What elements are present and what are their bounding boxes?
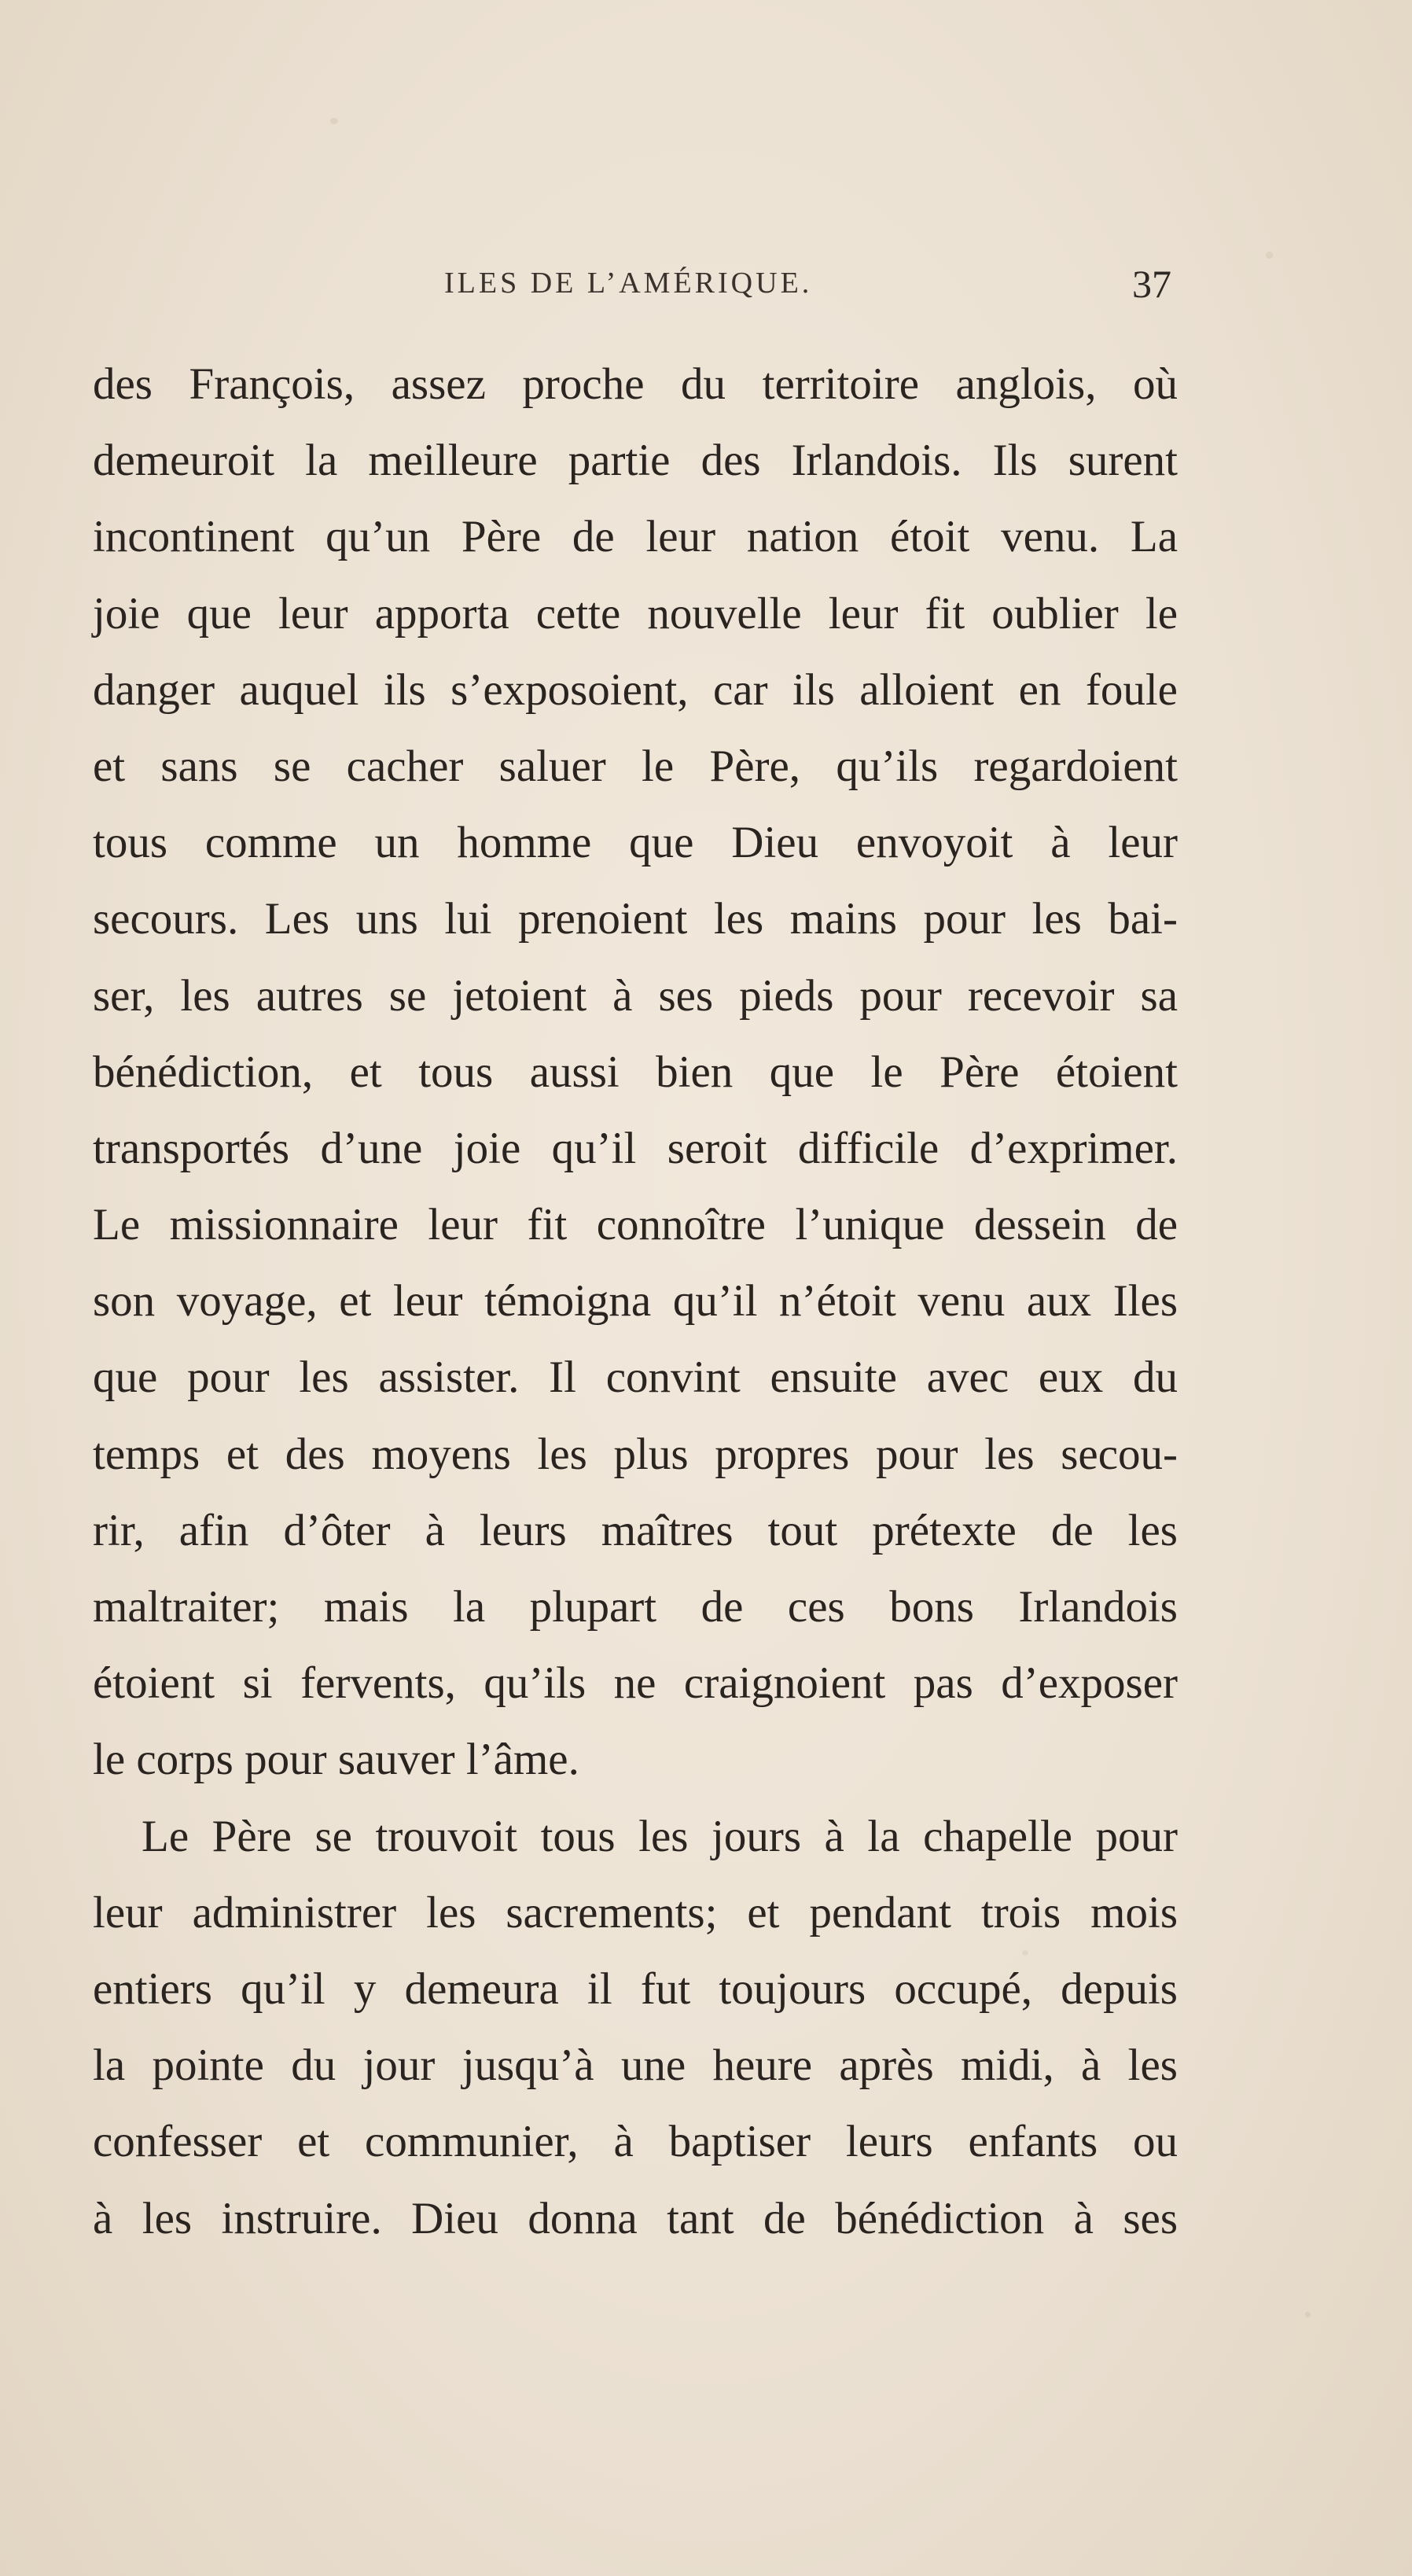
text-line: ser, les autres se jetoient à ses pieds pour recevoir sa [93,970,1178,1021]
running-head [94,262,1171,313]
text-line: et sans se cacher saluer le Père, qu’ils regardoient [93,741,1178,791]
text-line: maltraiter; mais la plupart de ces bons Irlandois [93,1582,1178,1632]
running-title: ILES DE L’AMÉRIQUE. [444,267,813,300]
text-line: transportés d’une joie qu’il seroit difficile d’exprimer. [93,1123,1178,1173]
text-line: demeuroit la meilleure partie des Irlandois. Ils surent [93,436,1178,486]
foxing-spot [1266,252,1273,259]
text-line: danger auquel ils s’exposoient, car ils alloient en foule [93,664,1178,715]
text-line: étoient si fervents, qu’ils ne craignoient pas d’exposer [93,1658,1178,1709]
text-line: que pour les assister. Il convint ensuite avec eux du [93,1352,1178,1403]
text-line: bénédiction, et tous aussi bien que le Père étoient [93,1047,1178,1097]
text-line: leur administrer les sacrements; et pendant trois mois [93,1887,1178,1938]
text-line: son voyage, et leur témoigna qu’il n’étoit venu aux Iles [93,1276,1178,1327]
page-number: 37 [1132,262,1171,306]
text-line: la pointe du jour jusqu’à une heure après midi, à les [93,2041,1178,2091]
body-text [93,346,1178,2257]
foxing-spot [1305,2312,1311,2317]
text-line: temps et des moyens les plus propres pour les secou- [93,1429,1178,1479]
text-line: tous comme un homme que Dieu envoyoit à leur [93,818,1178,868]
text-line: joie que leur apporta cette nouvelle leur fit oublier le [93,588,1178,638]
foxing-spot [330,118,338,124]
paragraph-end-line: le corps pour sauver l’âme. [93,1735,579,1785]
text-line: incontinent qu’un Père de leur nation étoit venu. La [93,512,1178,562]
text-line: entiers qu’il y demeura il fut toujours occupé, depuis [93,1963,1178,2014]
text-line: rir, afin d’ôter à leurs maîtres tout prétexte de les [93,1505,1178,1555]
text-line: secours. Les uns lui prenoient les mains pour les bai- [93,894,1178,944]
text-line: Le missionnaire leur fit connoître l’unique dessein de [93,1200,1178,1250]
paragraph-start-line: Le Père se trouvoit tous les jours à la chapelle pour [142,1811,1178,1861]
text-line: confesser et communier, à baptiser leurs enfants ou [93,2117,1178,2167]
text-line: à les instruire. Dieu donna tant de bénédiction à ses [93,2193,1178,2243]
text-line: des François, assez proche du territoire anglois, où [93,359,1178,409]
